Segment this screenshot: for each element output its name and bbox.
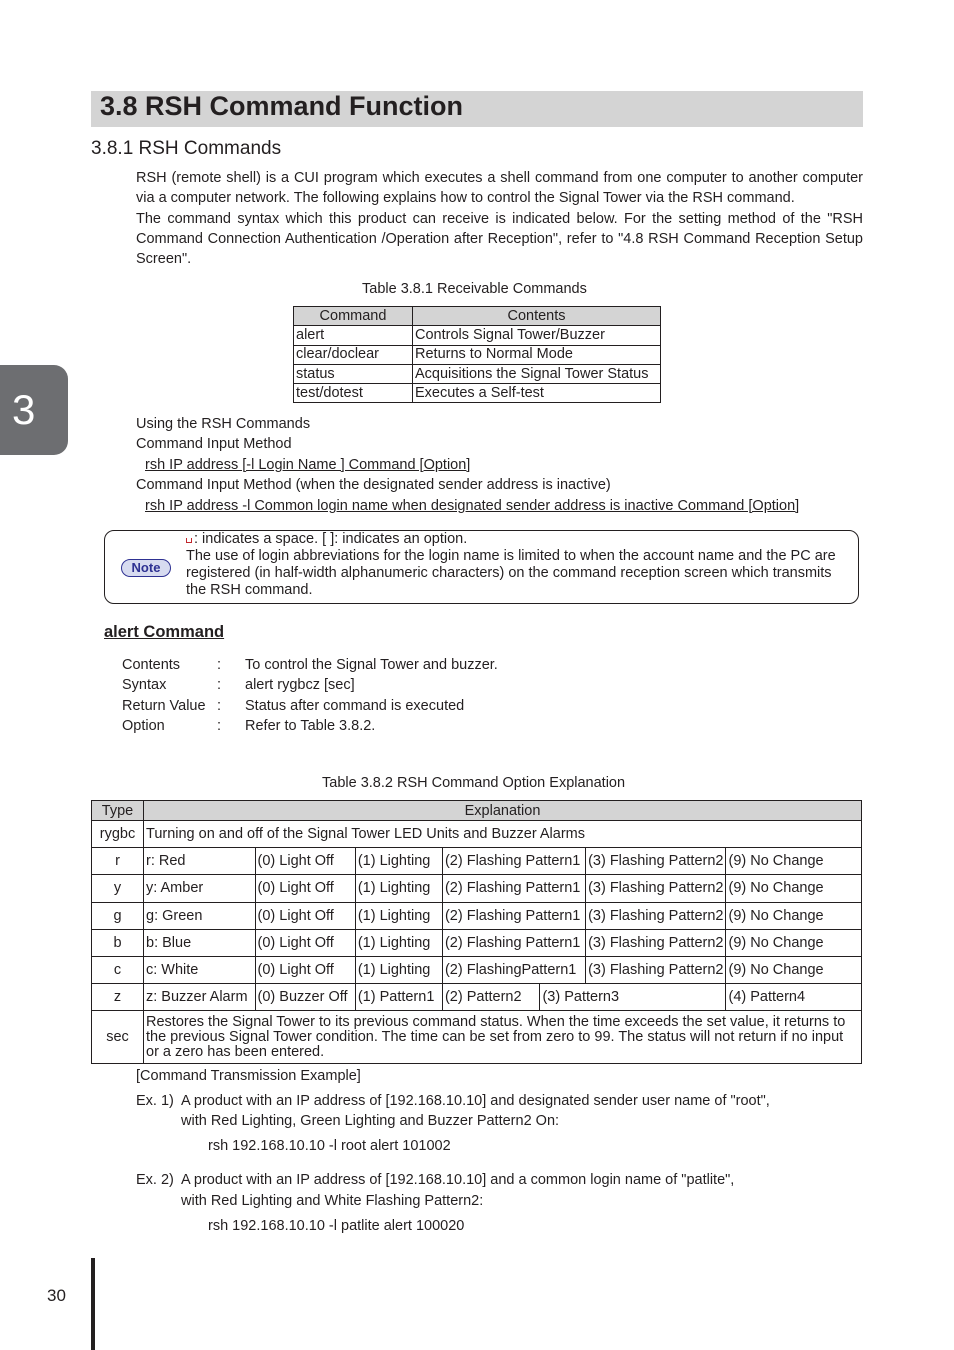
note-box [104,530,859,604]
table-row [92,929,862,956]
table-cell: c: White [144,956,256,983]
examples-heading: [Command Transmission Example] [136,1068,361,1084]
table-cell: (2) FlashingPattern1 [442,956,585,983]
table-cell: (9) No Change [726,875,862,902]
table-cell: Controls Signal Tower/Buzzer [413,326,661,345]
table-header-contents: Contents [413,307,661,326]
table-row [294,326,661,345]
table-cell: z: Buzzer Alarm [144,984,256,1011]
example2-label: Ex. 2) [136,1172,174,1188]
table-header-type: Type [92,801,144,821]
intro-paragraph-1: RSH (remote shell) is a CUI program which executes a shell command from one computer to another computer via a computer network. The following explains how to control the Signal Tower via the RSH command. [136,170,863,207]
table-cell: (9) No Change [726,902,862,929]
table-cell: (1) Lighting [355,929,442,956]
table-cell: (2) Flashing Pattern1 [442,929,585,956]
table-row-sec [92,1011,862,1064]
field-colon: : [217,677,222,693]
table-cell: (3) Flashing Pattern2 [586,902,726,929]
type-cell: b [92,929,144,956]
table-row [92,875,862,902]
table-cell: (0) Light Off [255,929,355,956]
page-margin-bar [91,1258,95,1350]
usage-heading: Using the RSH Commands [136,416,311,432]
chapter-number: 3 [12,386,36,433]
table-cell: (1) Lighting [355,956,442,983]
field-value: Status after command is executed [245,698,465,714]
table-cell: (3) Flashing Pattern2 [586,929,726,956]
table-row-rygbc [92,821,862,848]
table-row-z [92,984,862,1011]
table2-caption: Table 3.8.2 RSH Command Option Explanation [322,775,626,791]
intro-paragraph-2: The command syntax which this product can receive is indicated below. For the setting method of the "RSH Command Connection Authentication /Operation after Reception", refer to "4.8 RSH Command Reception Setup Screen". [136,210,863,268]
note-line-2: The use of login abbreviations for the login name is limited to when the account name and the PC are registered (in half-width alphanumeric characters) on the command reception screen which transmits the RSH command. [186,548,836,598]
type-cell: y [92,875,144,902]
example2-line-2: with Red Lighting and White Flashing Pattern2: [181,1193,484,1209]
section-title: 3.8 RSH Command Function [100,91,464,121]
note-line-1-text: : indicates a space. [ ]: indicates an option. [194,531,468,547]
table-cell: r: Red [144,848,256,875]
table-cell: (0) Light Off [255,848,355,875]
field-value: alert rygbcz [sec] [245,677,355,693]
table1-caption: Table 3.8.1 Receivable Commands [362,281,587,297]
table-cell: (3) Pattern3 [540,984,726,1011]
option-explanation-table [91,800,862,1064]
receivable-commands-table [293,306,661,403]
type-cell: c [92,956,144,983]
table-cell: (0) Buzzer Off [255,984,355,1011]
method2-label: Command Input Method (when the designated sender address is inactive) [136,477,611,493]
type-cell: z [92,984,144,1011]
table-header-command: Command [294,307,413,326]
example1-command: rsh 192.168.10.10 -l root alert 101002 [208,1138,451,1154]
table-cell: clear/doclear [294,345,413,364]
field-value: To control the Signal Tower and buzzer. [245,657,498,673]
table-cell: (9) No Change [726,956,862,983]
table-cell: (2) Pattern2 [442,984,540,1011]
method2-command: rsh IP address -l Common login name when designated sender address is inactive Command [Option] [145,498,800,514]
table-cell: y: Amber [144,875,256,902]
type-cell: r [92,848,144,875]
table-cell: (0) Light Off [255,956,355,983]
note-line-1 [186,531,846,548]
note-text [186,531,846,599]
table-cell: (1) Lighting [355,902,442,929]
table-cell: (4) Pattern4 [726,984,862,1011]
table-cell: Acquisitions the Signal Tower Status [413,364,661,383]
table-cell: (1) Lighting [355,875,442,902]
method1-label: Command Input Method [136,436,292,452]
example1-line-2: with Red Lighting, Green Lighting and Buzzer Pattern2 On: [181,1113,560,1129]
table-cell: Executes a Self-test [413,384,661,403]
type-cell: rygbc [92,821,144,848]
field-label: Option [122,718,165,734]
type-cell: g [92,902,144,929]
field-label: Syntax [122,677,167,693]
table-cell: (1) Pattern1 [355,984,442,1011]
table-cell: (9) No Change [726,929,862,956]
field-label: Return Value [122,698,206,714]
page-number: 30 [47,1286,66,1305]
field-colon: : [217,657,222,673]
subsection-title: 3.8.1 RSH Commands [91,138,282,159]
table-header-row [92,801,862,821]
table-cell: (1) Lighting [355,848,442,875]
table-row [294,345,661,364]
table-cell: (3) Flashing Pattern2 [586,956,726,983]
table-row [294,384,661,403]
type-cell: sec [92,1011,144,1064]
table-cell: test/dotest [294,384,413,403]
table-cell: (0) Light Off [255,875,355,902]
table-row [92,902,862,929]
table-cell: (3) Flashing Pattern2 [586,875,726,902]
table-header-row [294,307,661,326]
table-cell: (2) Flashing Pattern1 [442,848,585,875]
example1-line-1: A product with an IP address of [192.168.10.10] and designated sender user name of "root", [181,1093,770,1109]
explanation-cell: Restores the Signal Tower to its previous command status. When the time exceeds the set value, it returns to the previous Signal Tower condition. The time can be set from zero to 99. The status will not return if no input or a zero has been entered. [144,1011,862,1064]
table-row [92,956,862,983]
example2-line-1: A product with an IP address of [192.168.10.10] and a common login name of "patlite", [181,1172,735,1188]
table-header-explanation: Explanation [144,801,862,821]
field-colon: : [217,698,222,714]
table-cell: (2) Flashing Pattern1 [442,875,585,902]
table-row [294,364,661,383]
table-cell: b: Blue [144,929,256,956]
example2-command: rsh 192.168.10.10 -l patlite alert 100020 [208,1218,465,1234]
example1-label: Ex. 1) [136,1093,174,1109]
table-cell: (2) Flashing Pattern1 [442,902,585,929]
explanation-cell: Turning on and off of the Signal Tower LED Units and Buzzer Alarms [144,821,862,848]
table-cell: alert [294,326,413,345]
alert-command-heading: alert Command [104,623,225,641]
section-title-bar [91,91,863,127]
table-cell: (9) No Change [726,848,862,875]
note-badge: Note [121,559,171,577]
table-cell: g: Green [144,902,256,929]
space-symbol-icon [186,538,192,543]
table-cell: (0) Light Off [255,902,355,929]
table-row [92,848,862,875]
table-cell: (3) Flashing Pattern2 [586,848,726,875]
chapter-tab [0,365,68,455]
table-cell: Returns to Normal Mode [413,345,661,364]
field-value: Refer to Table 3.8.2. [245,718,376,734]
table-cell: status [294,364,413,383]
field-label: Contents [122,657,181,673]
field-colon: : [217,718,222,734]
method1-command: rsh IP address [-l Login Name ] Command [Option] [145,457,471,473]
